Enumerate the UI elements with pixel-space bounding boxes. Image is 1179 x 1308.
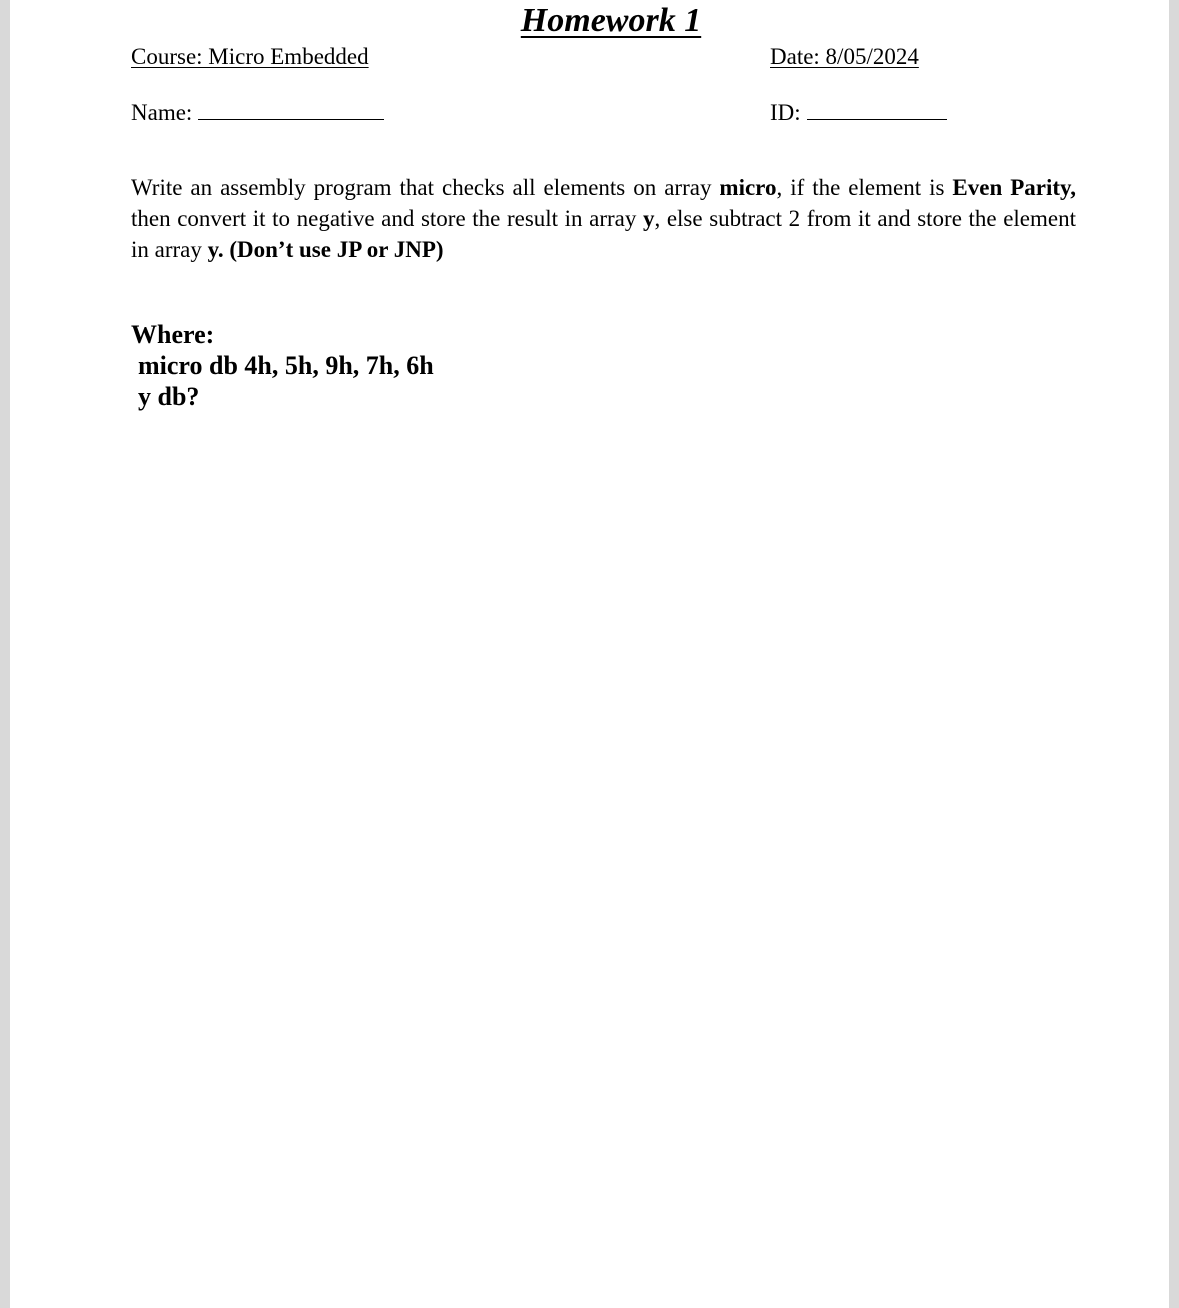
course-label: Course: Micro Embedded [131,44,369,69]
name-label: Name: [131,100,193,125]
name-field [131,97,384,127]
page-title: Homework 1 [520,2,702,39]
question-part: Write an assembly program that checks all elements on array [131,175,720,200]
question-bold-part: y [642,206,655,231]
question-part: , if the element is [776,175,953,200]
name-blank-line [198,97,384,120]
question-bold-part: Even Parity, [952,175,1076,200]
where-line-y: y db? [138,382,200,411]
question-bold-part: y. (Don’t use JP or JNP) [207,237,444,262]
question-bold-part: micro [719,175,777,200]
id-blank-line [807,97,947,120]
id-field [770,97,947,127]
where-heading: Where: [131,320,215,349]
id-label: ID: [770,100,801,125]
document-page [10,0,1169,1308]
where-block [131,319,434,412]
question-part: , else subtract 2 from it and store the element in array [131,206,1076,262]
date-label: Date: 8/05/2024 [770,44,919,69]
question-text [131,172,1076,265]
where-line-micro: micro db 4h, 5h, 9h, 7h, 6h [138,351,434,380]
question-part: then convert it to negative and store the result in array [131,206,643,231]
date-field [770,43,919,71]
course-field [131,43,369,71]
